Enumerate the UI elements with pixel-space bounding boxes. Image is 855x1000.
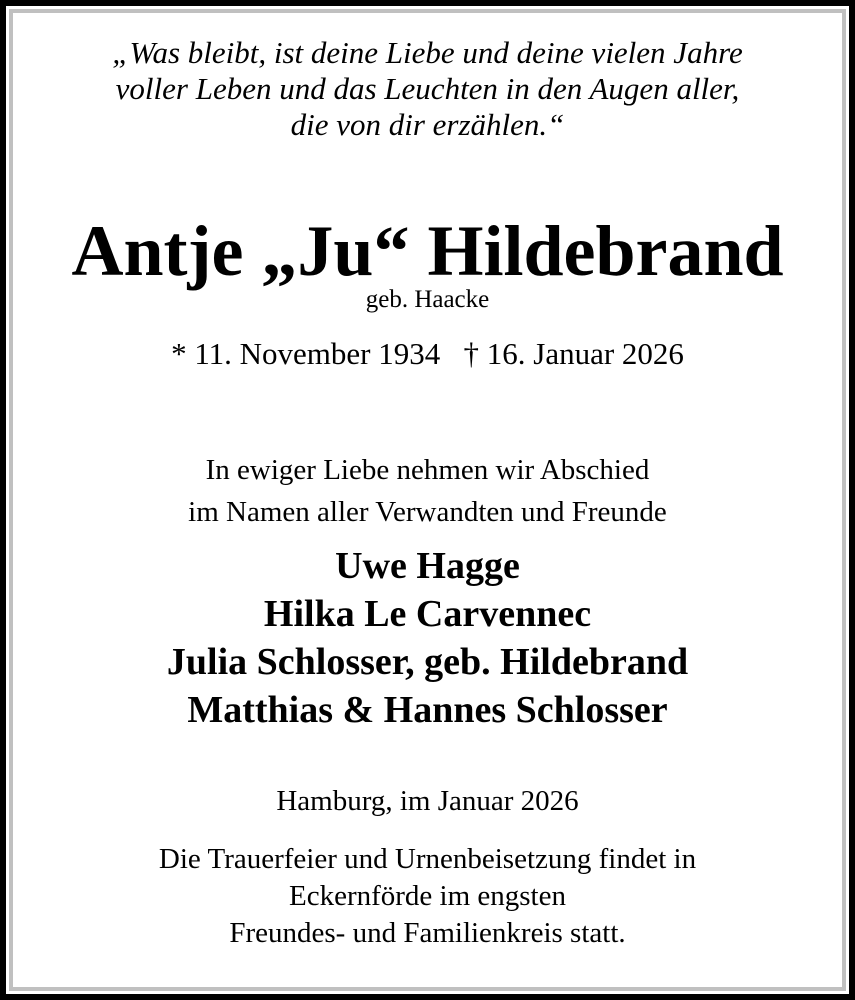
notice-line: Freundes- und Familienkreis statt. xyxy=(229,917,626,949)
place-date: Hamburg, im Januar 2026 xyxy=(276,785,579,817)
maiden-name: geb. Haacke xyxy=(365,286,490,313)
mourner-name: Julia Schlosser, geb. Hildebrand xyxy=(166,641,689,683)
farewell-line: In ewiger Liebe nehmen wir Abschied xyxy=(205,454,650,486)
mourner-name: Hilka Le Carvennec xyxy=(263,593,592,635)
quote-line: „Was bleibt, ist deine Liebe und deine vielen Jahre xyxy=(112,35,743,70)
notice-line: Die Trauerfeier und Urnenbeisetzung findet in xyxy=(158,843,697,875)
quote-line: voller Leben und das Leuchten in den Augen aller, xyxy=(115,71,740,106)
deceased-name: Antje „Ju“ Hildebrand xyxy=(71,211,784,291)
life-dates: * 11. November 1934 † 16. Januar 2026 xyxy=(171,336,684,371)
farewell-line: im Namen aller Verwandten und Freunde xyxy=(188,496,667,528)
quote-line: die von dir erzählen.“ xyxy=(290,107,565,142)
mourner-name: Uwe Hagge xyxy=(335,545,520,587)
mourner-name: Matthias & Hannes Schlosser xyxy=(187,689,668,731)
notice-line: Eckernförde im engsten xyxy=(288,880,566,912)
